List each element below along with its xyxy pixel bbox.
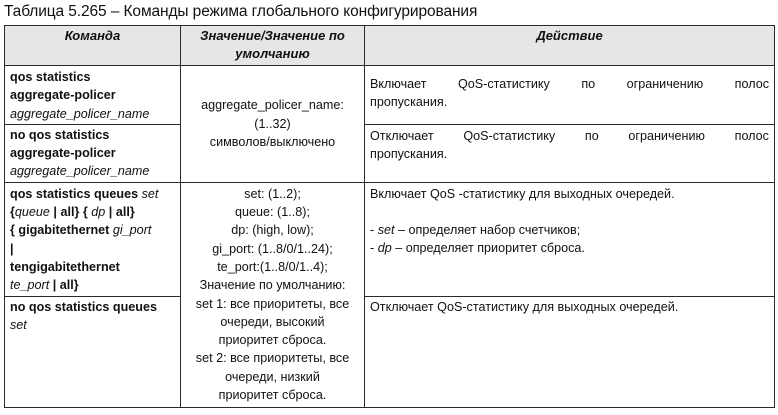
value-line: gi_port: (1..8/0/1..24); [212,241,333,256]
header-value: Значение/Значение по умолчанию [181,26,365,66]
table-caption: Таблица 5.265 – Команды режима глобального конфигурирования [4,3,478,20]
table-row [5,66,775,125]
command-line: qos statistics [10,70,91,84]
action-word: по [581,77,596,91]
command-param: aggregate_policer_name [10,106,150,121]
command-cell [5,124,181,182]
action-line [370,127,769,145]
action-line: - set – определяет набор счетчиков; [370,223,581,238]
value-line: Значение по умолчанию: [199,278,346,293]
action-line: пропускания. [370,95,448,110]
action-word: QoS-статистику [463,128,556,143]
value-line: символов/выключено [209,135,336,150]
action-word: Включает [370,77,427,91]
value-line: приоритет сброса. [218,388,327,403]
value-cell [181,66,365,183]
action-word: по [584,128,599,143]
value-line: очереди, высокий [220,314,325,329]
command-param: aggregate_policer_name [10,164,150,179]
action-word: полос [734,128,769,143]
value-line: dp: (high, low); [231,223,314,238]
command-line: aggregate-policer [10,146,116,161]
value-line: aggregate_policer_name: [201,98,344,113]
action-word: полос [734,77,769,91]
command-line: no qos statistics queues [10,299,157,314]
action-line: Отключает QoS-статистику для выходных очередей. [370,299,679,314]
value-cell [181,182,365,407]
value-line: приоритет сброса. [218,333,327,348]
commands-table [4,25,775,408]
action-line: пропускания. [370,147,448,162]
blank-line [370,203,769,221]
table-row [5,124,775,182]
command-line: | [10,241,14,256]
action-cell [365,124,775,182]
header-command: Команда [5,26,181,66]
command-line: aggregate-policer [10,88,116,103]
action-word: ограничению [626,77,704,91]
value-line: set 1: все приоритеты, все [195,296,350,311]
action-word: ограничению [628,128,705,143]
header-action: Действие [365,26,775,66]
command-cell [5,66,181,125]
command-line: qos statistics queues set [10,186,159,201]
action-cell [365,182,775,296]
action-word: QoS-статистику [457,77,550,91]
action-cell [365,296,775,407]
value-line: очереди, низкий [225,369,320,384]
table-row [5,296,775,407]
action-cell [365,66,775,125]
action-line [370,75,769,93]
command-cell [5,182,181,296]
command-line: {queue | all} { dp | all} [10,205,135,220]
command-cell [5,296,181,407]
action-word: Отключает [370,128,434,143]
command-param: set [10,317,27,332]
command-line: no qos statistics [10,127,110,142]
table-header-row [5,26,775,66]
action-line: - dp – определяет приоритет сброса. [370,241,585,256]
value-line: set: (1..2); [244,186,301,201]
value-line: set 2: все приоритеты, все [195,351,350,366]
action-line: Включает QoS -статистику для выходных очередей. [370,186,675,201]
value-line: te_port:(1..8/0/1..4); [217,259,328,274]
command-line: te_port | all} [10,278,79,293]
command-line: tengigabitethernet [10,259,120,274]
value-line: queue: (1..8); [235,205,310,220]
command-line: { gigabitethernet gi_port [10,223,152,238]
value-line: (1..32) [254,116,291,131]
table-row [5,182,775,296]
